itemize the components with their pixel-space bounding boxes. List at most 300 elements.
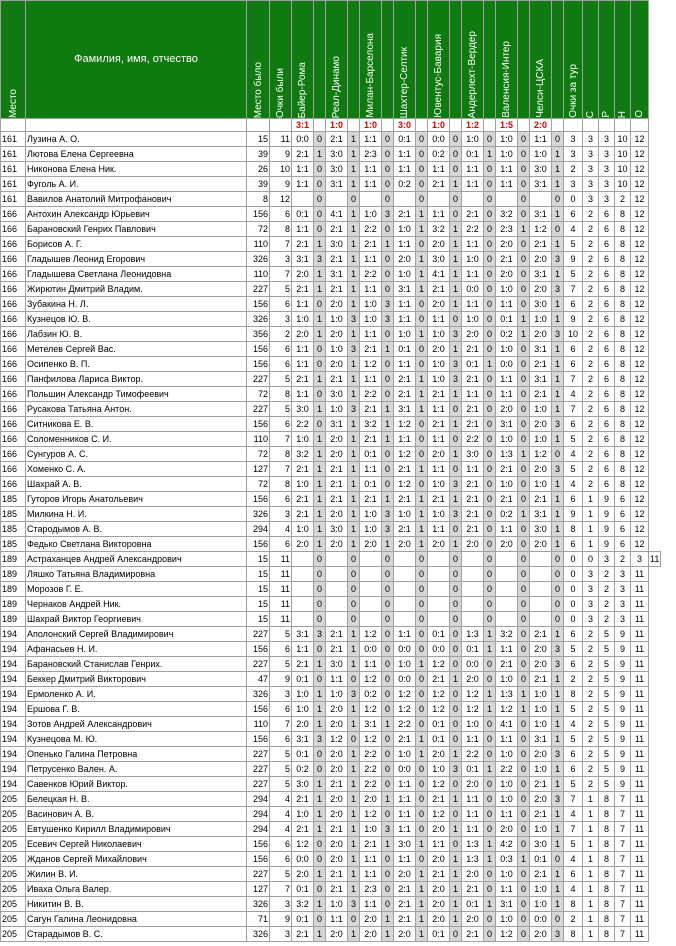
match-points-cell: 0: [484, 582, 496, 597]
stat-cell: 2: [583, 702, 599, 717]
prediction-cell: 2:0: [530, 792, 552, 807]
stat-cell: 9: [615, 732, 631, 747]
points-were-cell: 7: [270, 462, 292, 477]
place-was-cell: 156: [247, 342, 270, 357]
match-points-cell: 1: [450, 342, 462, 357]
table-row: [1, 597, 661, 612]
match-points-cell: 3: [552, 462, 564, 477]
prediction-cell: 0:3: [496, 852, 518, 867]
stat-cell: 12: [631, 252, 649, 267]
prediction-cell: 1:1: [394, 777, 416, 792]
prediction-cell: 3:0: [462, 447, 484, 462]
prediction-cell: 1:0: [326, 897, 348, 912]
prediction-cell: 1:1: [360, 867, 382, 882]
points-were-cell: 6: [270, 537, 292, 552]
match-points-cell: 0: [382, 777, 394, 792]
prediction-cell: 2:1: [360, 432, 382, 447]
match-points-cell: 0: [518, 582, 530, 597]
table-row: [1, 882, 661, 897]
stat-cell: 6: [615, 522, 631, 537]
match-points-cell: 0: [348, 672, 360, 687]
prediction-cell: [530, 192, 552, 207]
match-points-cell: 0: [518, 672, 530, 687]
match-points-cell: 3: [382, 507, 394, 522]
stat-cell: 10: [615, 132, 631, 147]
match-points-cell: 0: [552, 552, 564, 567]
prediction-cell: [530, 552, 552, 567]
stat-cell: 8: [615, 372, 631, 387]
table-row: [1, 582, 661, 597]
prediction-cell: [462, 612, 484, 627]
prediction-cell: 0:0: [394, 672, 416, 687]
match-points-cell: 1: [484, 702, 496, 717]
match-points-cell: 1: [314, 507, 326, 522]
prediction-cell: 2:1: [462, 417, 484, 432]
match-points-cell: 0: [484, 192, 496, 207]
stat-cell: 5: [599, 732, 615, 747]
prediction-cell: 1:0: [394, 267, 416, 282]
prediction-cell: [326, 567, 348, 582]
place-cell: 166: [1, 207, 26, 222]
prediction-cell: 0:1: [462, 642, 484, 657]
prediction-cell: [462, 597, 484, 612]
prediction-cell: 2:1: [394, 492, 416, 507]
stat-cell: 6: [599, 447, 615, 462]
prediction-cell: 1:0: [496, 777, 518, 792]
match-points-cell: 0: [382, 327, 394, 342]
match-points-cell: 3: [552, 417, 564, 432]
stat-cell: 3: [583, 597, 599, 612]
prediction-cell: 0:1: [428, 732, 450, 747]
match-points-cell: 1: [348, 807, 360, 822]
match-points-cell: 0: [314, 642, 326, 657]
name-cell: Шахрай Виктор Георгиевич: [26, 612, 247, 627]
match-points-cell: 1: [552, 372, 564, 387]
match-points-cell: 0: [450, 597, 462, 612]
stat-cell: 2: [615, 192, 631, 207]
prediction-cell: 2:2: [360, 387, 382, 402]
match-points-cell: 3: [314, 252, 326, 267]
stat-cell: 7: [615, 912, 631, 927]
table-row: [1, 312, 661, 327]
prediction-cell: 3:0: [326, 237, 348, 252]
match-points-cell: 3: [348, 312, 360, 327]
match-points-cell: 0: [518, 477, 530, 492]
prediction-cell: [428, 582, 450, 597]
stat-cell: 8: [599, 852, 615, 867]
place-cell: 205: [1, 822, 26, 837]
match-points-cell: 0: [484, 387, 496, 402]
prediction-cell: 1:2: [428, 687, 450, 702]
prediction-cell: 2:1: [292, 792, 314, 807]
name-cell: Никитин В. В.: [26, 897, 247, 912]
tour-points-cell: 4: [564, 387, 583, 402]
prediction-cell: 4:1: [428, 267, 450, 282]
prediction-cell: 2:1: [428, 282, 450, 297]
match-points-cell: 0: [450, 732, 462, 747]
stat-cell: 2: [583, 657, 599, 672]
match-points-cell: 1: [416, 207, 428, 222]
prediction-cell: 1:2: [428, 702, 450, 717]
match-points-cell: 1: [382, 927, 394, 942]
prediction-cell: 2:3: [360, 882, 382, 897]
col-place-header: Место: [1, 1, 26, 119]
table-row: [1, 822, 661, 837]
points-were-cell: 8: [270, 387, 292, 402]
match-points-cell: 0: [484, 567, 496, 582]
place-cell: 194: [1, 747, 26, 762]
stat-cell: 12: [631, 507, 649, 522]
name-cell: Соломенников С. И.: [26, 432, 247, 447]
points-were-cell: 4: [270, 522, 292, 537]
match-points-cell: 0: [416, 447, 428, 462]
stat-cell: 11: [631, 702, 649, 717]
table-row: [1, 867, 661, 882]
prediction-cell: 2:1: [360, 492, 382, 507]
place-was-cell: 156: [247, 732, 270, 747]
match-points-cell: 0: [314, 207, 326, 222]
stat-cell: 2: [599, 597, 615, 612]
match-points-cell: 0: [450, 192, 462, 207]
prediction-cell: 2:1: [530, 672, 552, 687]
match-points-cell: 1: [552, 807, 564, 822]
match-points-cell: 0: [518, 777, 530, 792]
match-points-cell: 1: [450, 867, 462, 882]
table-row: [1, 507, 661, 522]
match-points-cell: 3: [348, 897, 360, 912]
stat-cell: 12: [631, 282, 649, 297]
match-points-cell: 0: [382, 357, 394, 372]
stat-cell: 5: [599, 702, 615, 717]
prediction-cell: [496, 582, 518, 597]
match-points-cell: 0: [552, 567, 564, 582]
match-points-cell: 1: [450, 822, 462, 837]
place-cell: 166: [1, 432, 26, 447]
table-row: [1, 612, 661, 627]
prediction-cell: 1:1: [496, 177, 518, 192]
match-points-cell: 0: [518, 192, 530, 207]
tour-points-cell: 0: [564, 567, 583, 582]
prediction-cell: 1:0: [530, 402, 552, 417]
table-row: [1, 267, 661, 282]
prediction-cell: 1:1: [462, 162, 484, 177]
match-points-cell: 0: [484, 732, 496, 747]
prediction-cell: 3:1: [496, 417, 518, 432]
points-were-cell: 7: [270, 267, 292, 282]
prediction-cell: 1:0: [360, 297, 382, 312]
prediction-cell: 3:2: [360, 417, 382, 432]
match-points-cell: 0: [416, 597, 428, 612]
match-points-cell: 0: [484, 777, 496, 792]
prediction-cell: 3:1: [530, 732, 552, 747]
match-points-cell: 1: [314, 477, 326, 492]
stat-cell: 8: [615, 267, 631, 282]
prediction-cell: 2:3: [496, 222, 518, 237]
table-row: [1, 537, 661, 552]
match-points-cell: 0: [382, 672, 394, 687]
match-points-cell: 0: [484, 672, 496, 687]
name-cell: Ермоленко А. И.: [26, 687, 247, 702]
match-points-cell: 0: [450, 807, 462, 822]
prediction-cell: 2:1: [292, 507, 314, 522]
tour-points-cell: 5: [564, 267, 583, 282]
tour-points-cell: 3: [564, 177, 583, 192]
prediction-cell: 1:1: [394, 807, 416, 822]
prediction-cell: 1:0: [292, 702, 314, 717]
prediction-cell: 1:1: [360, 657, 382, 672]
prediction-cell: 2:1: [326, 627, 348, 642]
stat-cell: 12: [631, 177, 649, 192]
name-cell: Лабзин Ю. В.: [26, 327, 247, 342]
prediction-cell: 1:3: [462, 837, 484, 852]
match-points-cell: 1: [382, 417, 394, 432]
tour-points-cell: 8: [564, 687, 583, 702]
match-points-cell: 1: [484, 897, 496, 912]
stat-cell: 9: [599, 522, 615, 537]
prediction-cell: 3:1: [394, 402, 416, 417]
match-points-cell: 0: [518, 717, 530, 732]
match-points-cell: 1: [552, 207, 564, 222]
prediction-cell: 1:2: [462, 702, 484, 717]
prediction-cell: 2:0: [326, 297, 348, 312]
prediction-cell: 1:1: [394, 432, 416, 447]
place-was-cell: 15: [247, 597, 270, 612]
tour-points-cell: 8: [564, 522, 583, 537]
prediction-cell: 1:0: [530, 432, 552, 447]
stat-cell: 6: [599, 342, 615, 357]
points-were-cell: 9: [270, 177, 292, 192]
match-points-cell: 1: [416, 462, 428, 477]
place-was-cell: 227: [247, 777, 270, 792]
match-points-cell: 1: [314, 462, 326, 477]
prediction-cell: 0:0: [292, 132, 314, 147]
stat-cell: 2: [583, 747, 599, 762]
match-points-cell: 0: [314, 417, 326, 432]
prediction-cell: 2:1: [326, 882, 348, 897]
match-points-cell: 1: [348, 207, 360, 222]
table-row: [1, 852, 661, 867]
prediction-cell: 2:0: [394, 867, 416, 882]
match-points-cell: 0: [518, 807, 530, 822]
tour-points-cell: 6: [564, 357, 583, 372]
prediction-cell: [360, 597, 382, 612]
match-points-cell: 0: [382, 747, 394, 762]
match-points-cell: 0: [416, 417, 428, 432]
place-was-cell: 15: [247, 567, 270, 582]
match-points-cell: 1: [552, 732, 564, 747]
place-cell: 185: [1, 507, 26, 522]
match-points-cell: 0: [450, 627, 462, 642]
prediction-cell: 1:0: [292, 807, 314, 822]
place-cell: 189: [1, 597, 26, 612]
points-were-cell: 11: [270, 597, 292, 612]
stat-cell: 12: [631, 477, 649, 492]
tour-points-cell: 9: [564, 312, 583, 327]
prediction-cell: [292, 552, 314, 567]
prediction-cell: 2:0: [530, 252, 552, 267]
match-points-cell: 1: [552, 387, 564, 402]
prediction-cell: [394, 567, 416, 582]
prediction-cell: 2:1: [462, 927, 484, 942]
match-points-cell: 1: [416, 402, 428, 417]
match-points-cell: 0: [416, 687, 428, 702]
results-row: [1, 119, 661, 132]
prediction-cell: 1:1: [394, 852, 416, 867]
prediction-cell: 3:1: [496, 897, 518, 912]
result-3: 1:0: [360, 119, 382, 132]
stat-cell: 12: [631, 147, 649, 162]
tour-points-cell: 7: [564, 792, 583, 807]
prediction-cell: [428, 552, 450, 567]
stat-cell: 2: [583, 432, 599, 447]
prediction-cell: 2:1: [428, 417, 450, 432]
stat-cell: 3: [583, 132, 599, 147]
prediction-cell: 2:1: [326, 777, 348, 792]
prediction-cell: 2:0: [326, 357, 348, 372]
prediction-cell: 2:0: [326, 702, 348, 717]
stat-cell: 2: [583, 477, 599, 492]
match-points-cell: 1: [348, 477, 360, 492]
name-cell: Панфилова Лариса Виктор.: [26, 372, 247, 387]
match-points-cell: 3: [382, 297, 394, 312]
match-points-cell: 0: [552, 582, 564, 597]
stat-cell: 6: [599, 417, 615, 432]
prediction-cell: 2:0: [428, 747, 450, 762]
match-points-cell: 3: [382, 312, 394, 327]
match-points-cell: 1: [416, 867, 428, 882]
table-row: [1, 672, 661, 687]
table-row: [1, 207, 661, 222]
table-row: [1, 897, 661, 912]
prediction-cell: 1:0: [462, 717, 484, 732]
match-points-cell: 3: [552, 327, 564, 342]
prediction-cell: 1:1: [428, 402, 450, 417]
prediction-cell: 1:3: [462, 627, 484, 642]
match-points-cell: 0: [484, 597, 496, 612]
stat-cell: 8: [599, 822, 615, 837]
match-points-cell: 0: [314, 297, 326, 312]
place-cell: 205: [1, 882, 26, 897]
match-points-cell: 1: [348, 387, 360, 402]
match-points-cell: 0: [348, 567, 360, 582]
prediction-cell: 2:0: [394, 537, 416, 552]
match-points-cell: 0: [348, 597, 360, 612]
match-points-cell: 0: [484, 267, 496, 282]
prediction-cell: 3:0: [326, 147, 348, 162]
match-points-cell: 3: [552, 927, 564, 942]
stat-cell: 5: [599, 672, 615, 687]
match-points-cell: 0: [484, 162, 496, 177]
tour-points-cell: 6: [564, 867, 583, 882]
place-was-cell: 227: [247, 747, 270, 762]
match-points-cell: 1: [552, 867, 564, 882]
match-points-cell: 1: [450, 852, 462, 867]
table-row: [1, 327, 661, 342]
points-were-cell: 9: [270, 672, 292, 687]
place-cell: 166: [1, 282, 26, 297]
match-points-cell: 0: [518, 762, 530, 777]
match-points-cell: 0: [416, 777, 428, 792]
tour-points-cell: 6: [564, 342, 583, 357]
match-points-cell: 0: [484, 912, 496, 927]
match-points-cell: 0: [348, 912, 360, 927]
tour-points-cell: 5: [564, 432, 583, 447]
match-points-cell: 1: [450, 447, 462, 462]
match-points-cell: 1: [348, 747, 360, 762]
name-cell: Морозов Г. Е.: [26, 582, 247, 597]
prediction-cell: 1:3: [496, 447, 518, 462]
prediction-cell: 1:0: [530, 147, 552, 162]
prediction-cell: 2:0: [326, 432, 348, 447]
prediction-cell: 1:1: [428, 207, 450, 222]
col-s-header: С: [583, 1, 599, 119]
match-points-cell: 1: [348, 507, 360, 522]
prediction-cell: 1:1: [394, 357, 416, 372]
match-points-cell: 0: [382, 852, 394, 867]
stat-cell: 5: [599, 642, 615, 657]
match-points-cell: 1: [382, 402, 394, 417]
name-cell: Белецкая Н. В.: [26, 792, 247, 807]
tour-points-cell: 9: [564, 252, 583, 267]
prediction-cell: 3:1: [360, 717, 382, 732]
prediction-cell: 2:1: [292, 237, 314, 252]
match-points-cell: 1: [348, 852, 360, 867]
tour-points-cell: 2: [564, 162, 583, 177]
match-points-cell: 0: [450, 717, 462, 732]
match-points-cell: 0: [484, 492, 496, 507]
match-points-cell: 1: [314, 282, 326, 297]
place-was-cell: 156: [247, 642, 270, 657]
match-points-cell: 1: [552, 822, 564, 837]
tour-points-cell: 4: [564, 477, 583, 492]
name-cell: Евтушенко Кирилл Владимирович: [26, 822, 247, 837]
table-row: [1, 402, 661, 417]
stat-cell: 5: [599, 687, 615, 702]
prediction-cell: 1:0: [326, 342, 348, 357]
table-row: [1, 642, 661, 657]
match-points-cell: 0: [382, 657, 394, 672]
stat-cell: 3: [583, 147, 599, 162]
table-row: [1, 747, 661, 762]
prediction-cell: 0:0: [462, 282, 484, 297]
prediction-cell: 2:0: [326, 792, 348, 807]
match-points-cell: 0: [314, 222, 326, 237]
match-points-cell: 0: [416, 162, 428, 177]
prediction-cell: [360, 612, 382, 627]
points-were-cell: 12: [270, 192, 292, 207]
points-were-cell: 7: [270, 882, 292, 897]
match-points-cell: 0: [450, 642, 462, 657]
match-points-cell: 1: [348, 177, 360, 192]
match-header-5: Ювентус-Бавария: [428, 1, 450, 119]
stat-cell: 6: [615, 507, 631, 522]
prediction-cell: [360, 582, 382, 597]
match-points-cell: 0: [314, 177, 326, 192]
points-were-cell: 6: [270, 732, 292, 747]
match-points-cell: 0: [416, 582, 428, 597]
place-was-cell: 326: [247, 927, 270, 942]
prediction-cell: 3:0: [530, 162, 552, 177]
match-points-cell: 1: [552, 687, 564, 702]
prediction-cell: 0: [564, 552, 583, 567]
prediction-cell: 2:2: [360, 267, 382, 282]
prediction-cell: 2:0: [496, 537, 518, 552]
match-points-cell: 0: [484, 132, 496, 147]
match-points-cell: 1: [450, 267, 462, 282]
prediction-cell: 1:0: [292, 687, 314, 702]
prediction-cell: 2:1: [462, 522, 484, 537]
stat-cell: 12: [631, 447, 649, 462]
